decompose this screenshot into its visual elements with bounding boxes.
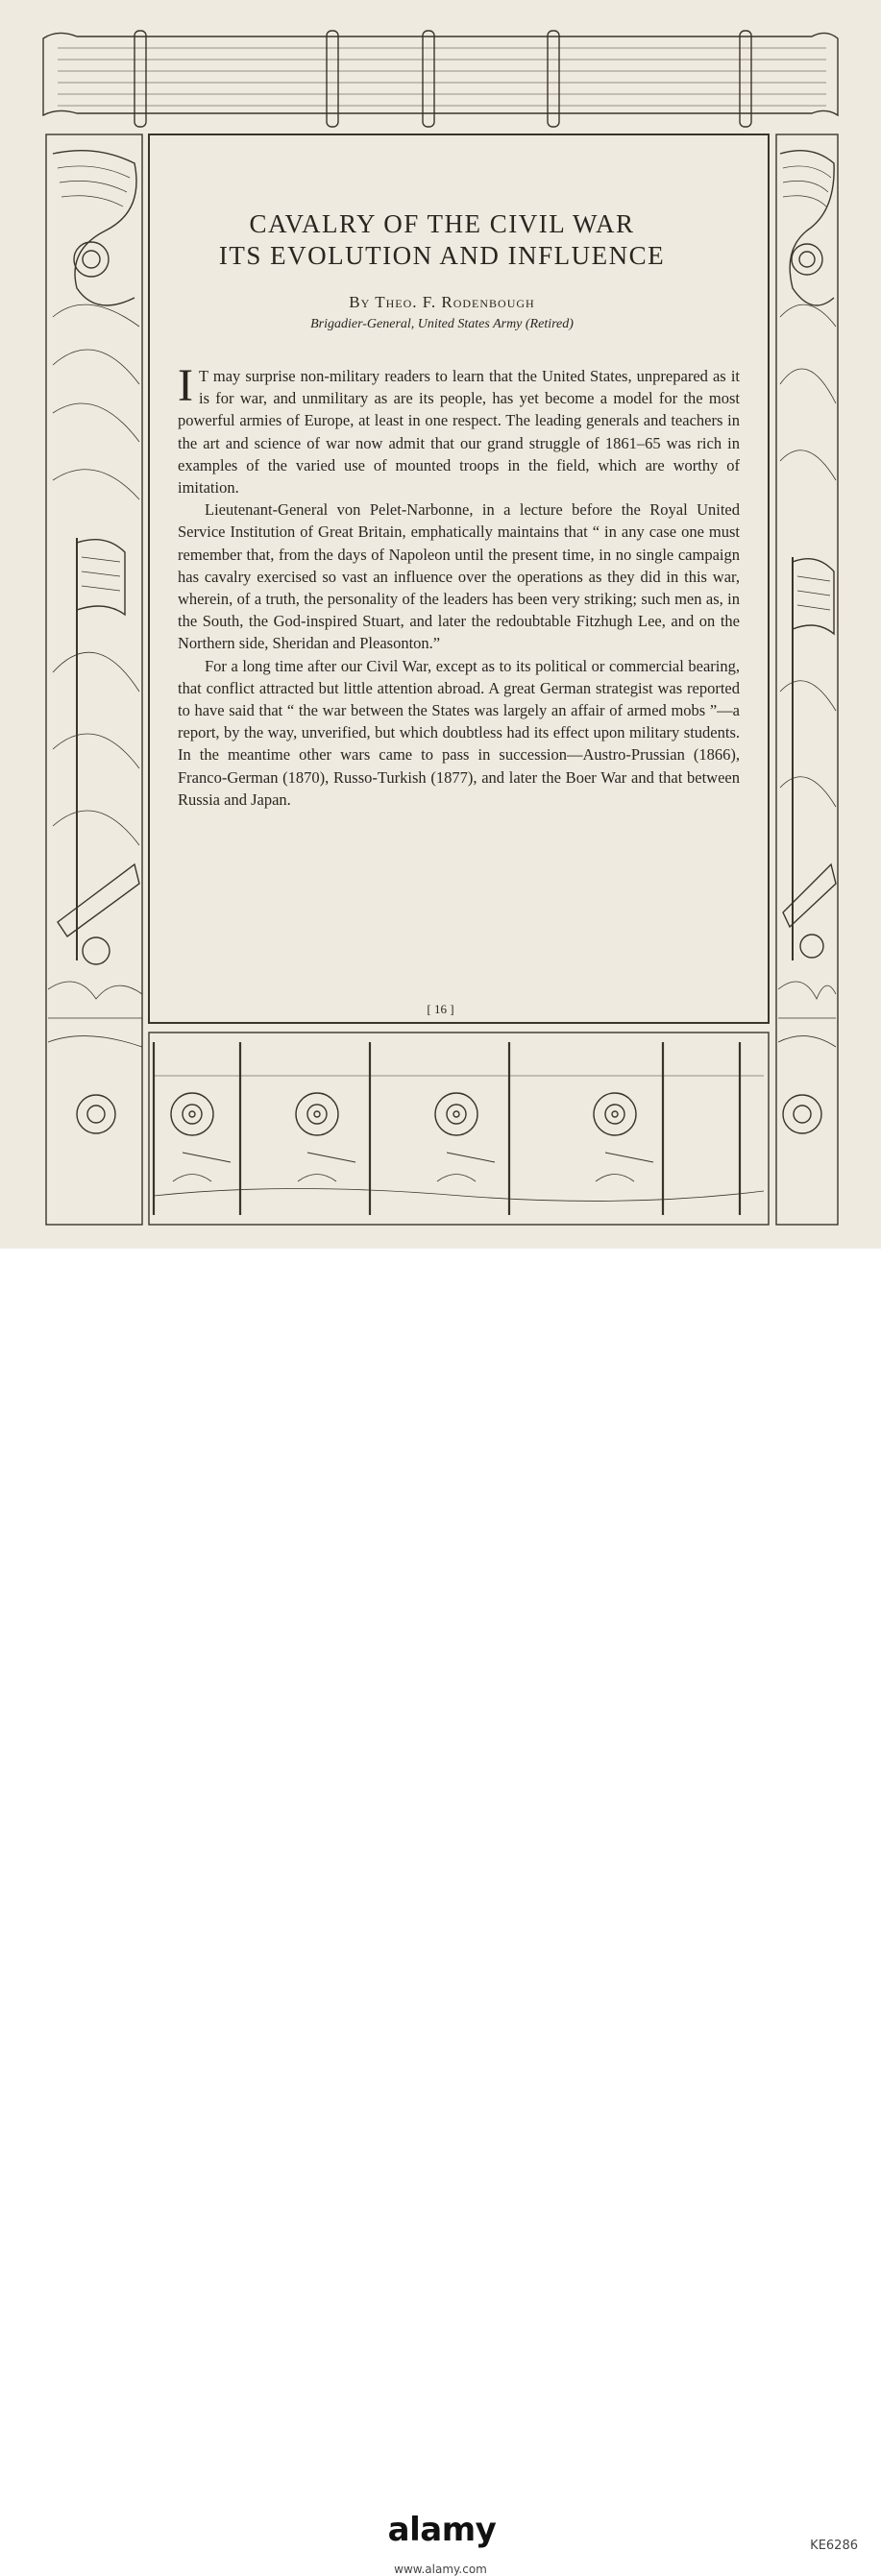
byline: By Theo. F. Rodenbough (349, 293, 535, 311)
article-body (178, 360, 740, 811)
paragraph-2: Lieutenant-General von Pelet-Narbonne, in a lecture before the Royal United Service Institution of Great Britain, emphatically maintains that “ in any case one must remember that, from the days of Napoleon until the present time, in no single campaign has cavalry exercised so vast an influence over the operations as they did in this war, wherein, of a truth, the personality of the leaders has been very striking; such men as, in the South, the God-inspired Stuart, and later the redoubtable Fitzhugh Lee, and on the Northern side, Sheridan and Pleasonton.” (178, 500, 740, 653)
bottom-cannon-ornament (77, 1033, 821, 1225)
left-side-ornament (48, 151, 142, 1047)
author-rank: Brigadier-General, United States Army (Retired) (310, 317, 574, 331)
right-side-ornament (778, 151, 836, 1047)
stock-footer (0, 1249, 881, 2576)
stock-id: KE6286 (810, 2539, 858, 2553)
article-title-line-2: ITS EVOLUTION AND INFLUENCE (218, 241, 666, 270)
paragraph-3: For a long time after our Civil War, except as to its political or commercial bearing, that conflict attracted but little attention abroad. A great German strategist was reported to have said that “ the war between the States was largely an affair of armed mobs ”—a report, by the way, unverified, but which doubtless had its effect upon military students. In the meantime other wars came to pass in succession—Austro-Prussian (1866), Franco-German (1870), Russo-Turkish (1877), and later the Boer War and that between Russia and Japan. (178, 656, 740, 809)
paragraph-1 (178, 360, 740, 498)
book-page (0, 0, 881, 1249)
paragraph-1-text: T may surprise non-military readers to learn that the United States, unprepared as it is for war, and unmilitary as are its people, has yet become a model for the most powerful armies of Europe, at least in one respect. The leading generals and teachers in the art and science of war now admit that our grand struggle of 1861–65 was rich in examples of the varied use of mounted troops in the field, which are worthy of imitation. (178, 367, 740, 498)
drop-cap: I (178, 360, 193, 411)
alamy-logo: alamy (387, 2511, 497, 2549)
site-url: www.alamy.com (394, 2563, 487, 2576)
page-number: [ 16 ] (427, 1002, 454, 1016)
article-title-line-1: CAVALRY OF THE CIVIL WAR (249, 209, 635, 238)
top-banner-ornament (43, 31, 838, 127)
